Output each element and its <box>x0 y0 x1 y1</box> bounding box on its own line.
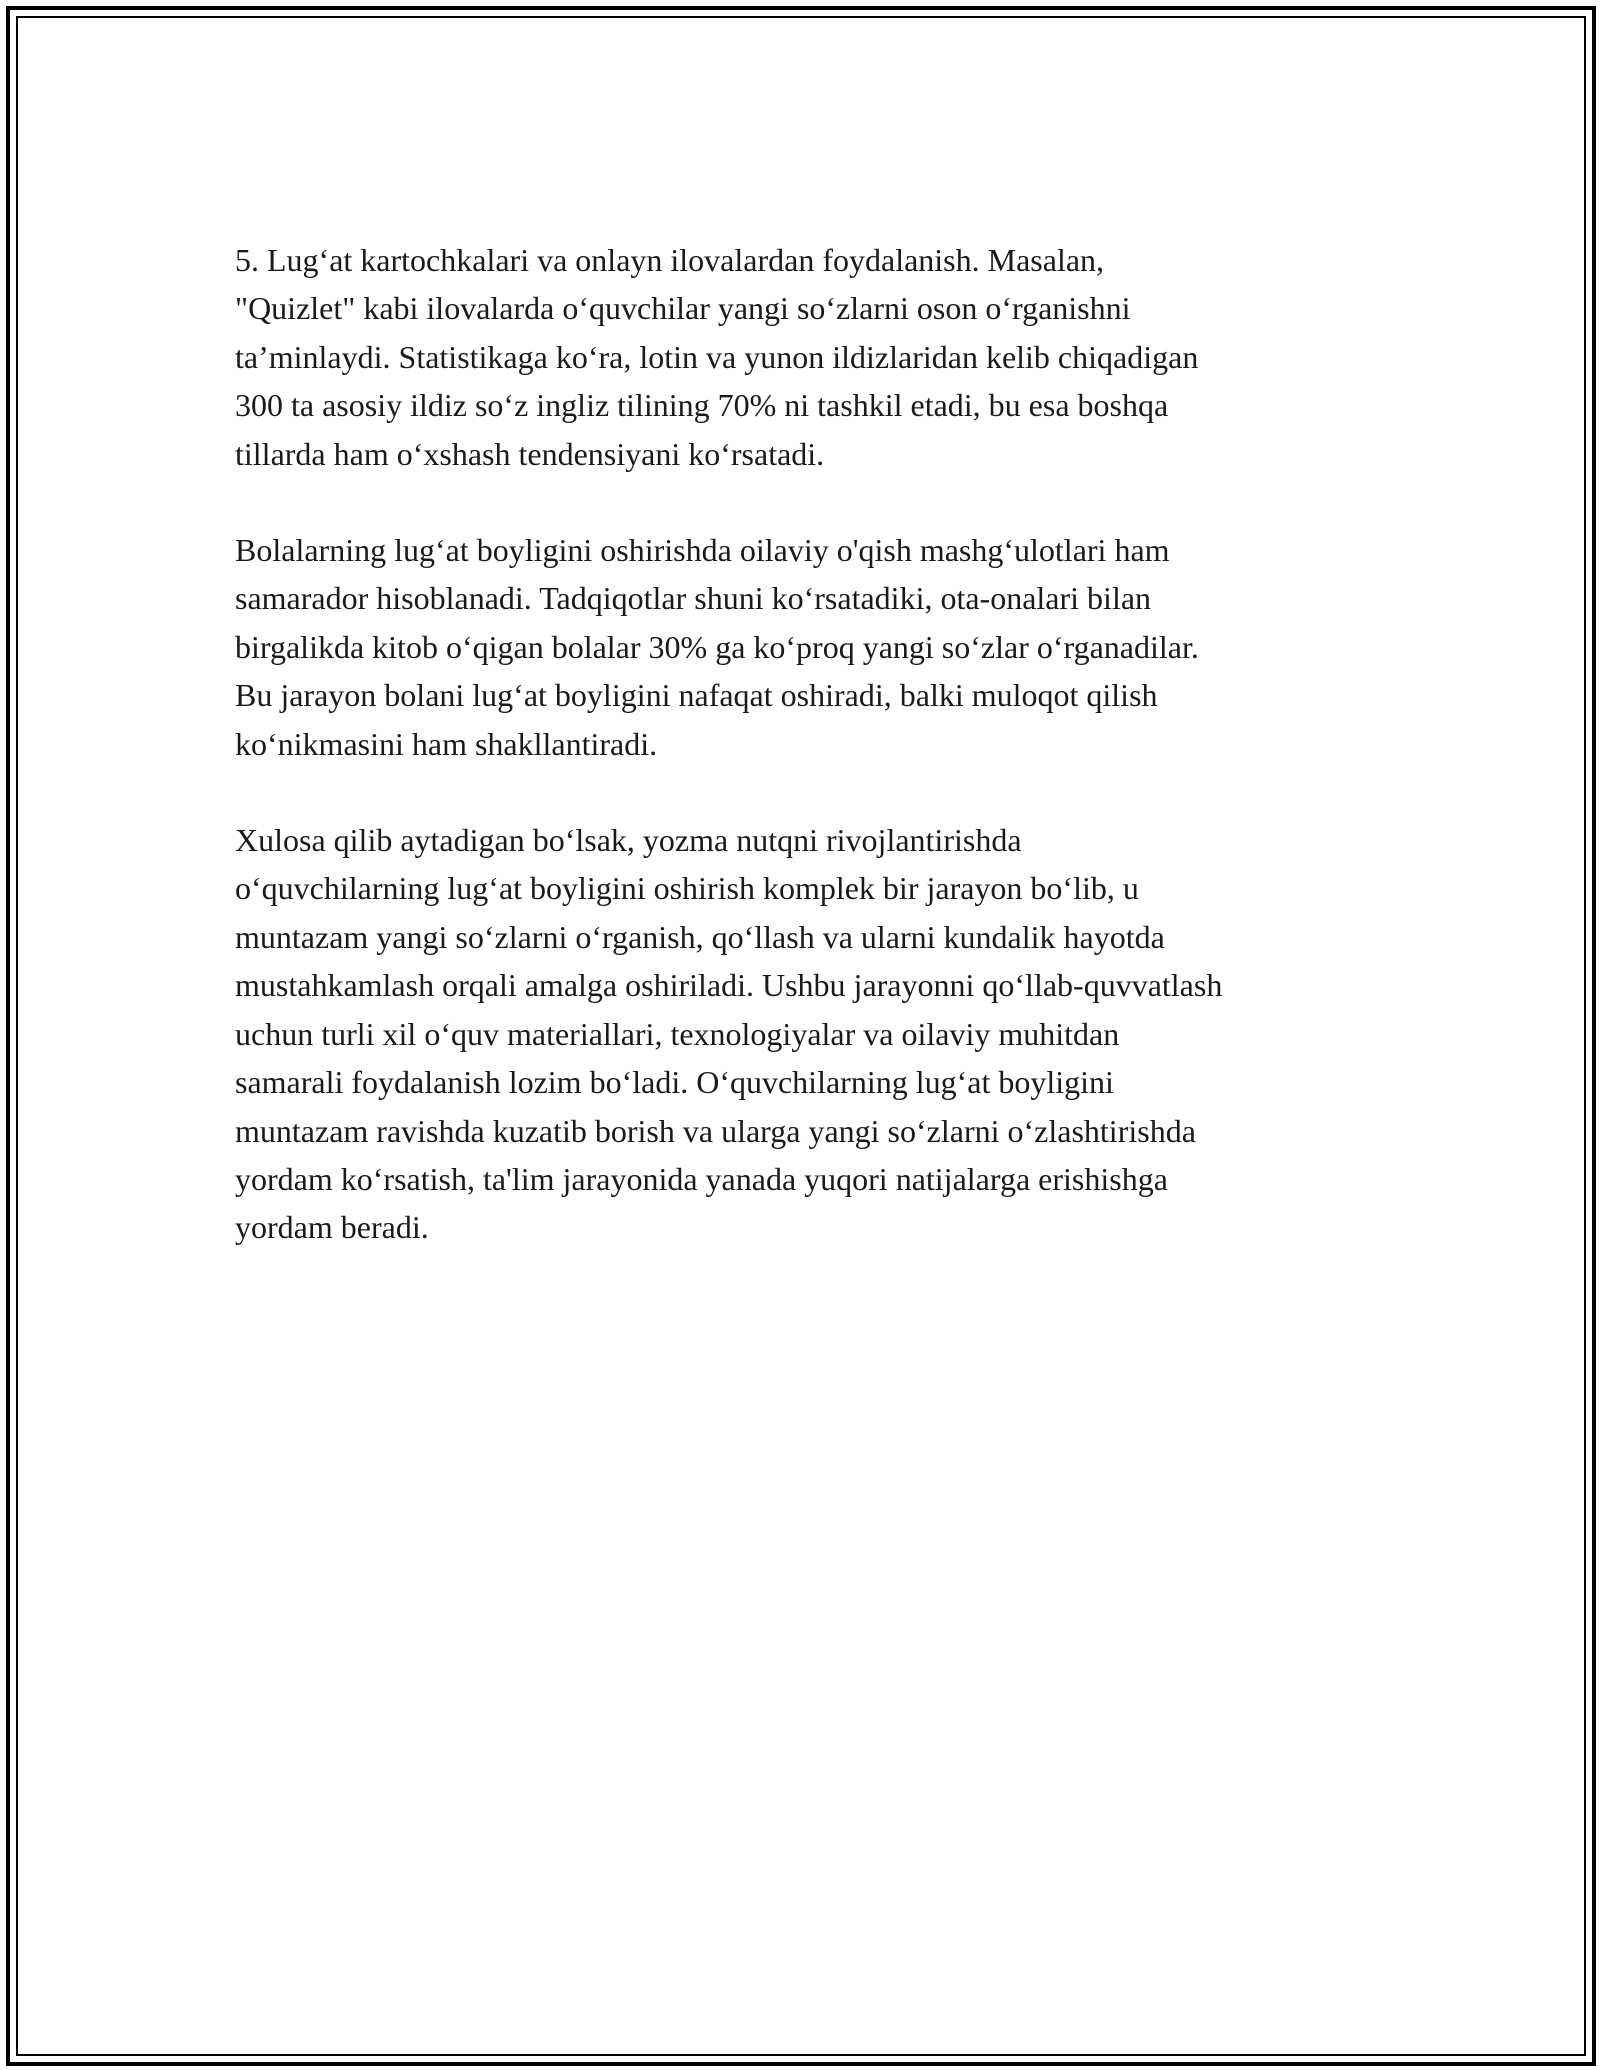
paragraph-family-reading: Bolalarning lug‘at boyligini oshirishda oilaviy o'qish mashg‘ulotlari ham samarador hisoblanadi. Tadqiqotlar shuni ko‘rsatadiki, ota-onalari bilan birgalikda kitob o‘qigan bolalar 30% ga ko‘proq yangi so‘zlar o‘rganadilar. Bu jarayon bolani lug‘at boyligini nafaqat oshiradi, balki muloqot qilish ko‘nikmasini ham shakllantiradi. <box>235 532 1199 762</box>
paragraph-flashcards: 5. Lug‘at kartochkalari va onlayn ilovalardan foydalanish. Masalan, "Quizlet" kabi ilovalarda o‘quvchilar yangi so‘zlarni oson o‘rganishni ta’minlaydi. Statistikaga ko‘ra, lotin va yunon ildizlaridan kelib chiqadigan 300 ta asosiy ildiz so‘z ingliz tilining 70% ni tashkil etadi, bu esa boshqa tillarda ham o‘xshash tendensiyani ko‘rsatadi. <box>235 242 1199 472</box>
paragraph-conclusion: Xulosa qilib aytadigan bo‘lsak, yozma nutqni rivojlantirishda o‘quvchilarning lug‘at boyligini oshirish komplek bir jarayon bo‘lib, u muntazam yangi so‘zlarni o‘rganish, qo‘llash va ularni kundalik hayotda mustahkamlash orqali amalga oshiriladi. Ushbu jarayonni qo‘llab-quvvatlash uchun turli xil o‘quv materiallari, texnologiyalar va oilaviy muhitdan samarali foydalanish lozim bo‘ladi. O‘quvchilarning lug‘at boyligini muntazam ravishda kuzatib borish va ularga yangi so‘zlarni o‘zlashtirishda yordam ko‘rsatish, ta'lim jarayonida yanada yuqori natijalarga erishishga yordam beradi. <box>235 822 1223 1246</box>
page-content <box>235 236 1375 1300</box>
